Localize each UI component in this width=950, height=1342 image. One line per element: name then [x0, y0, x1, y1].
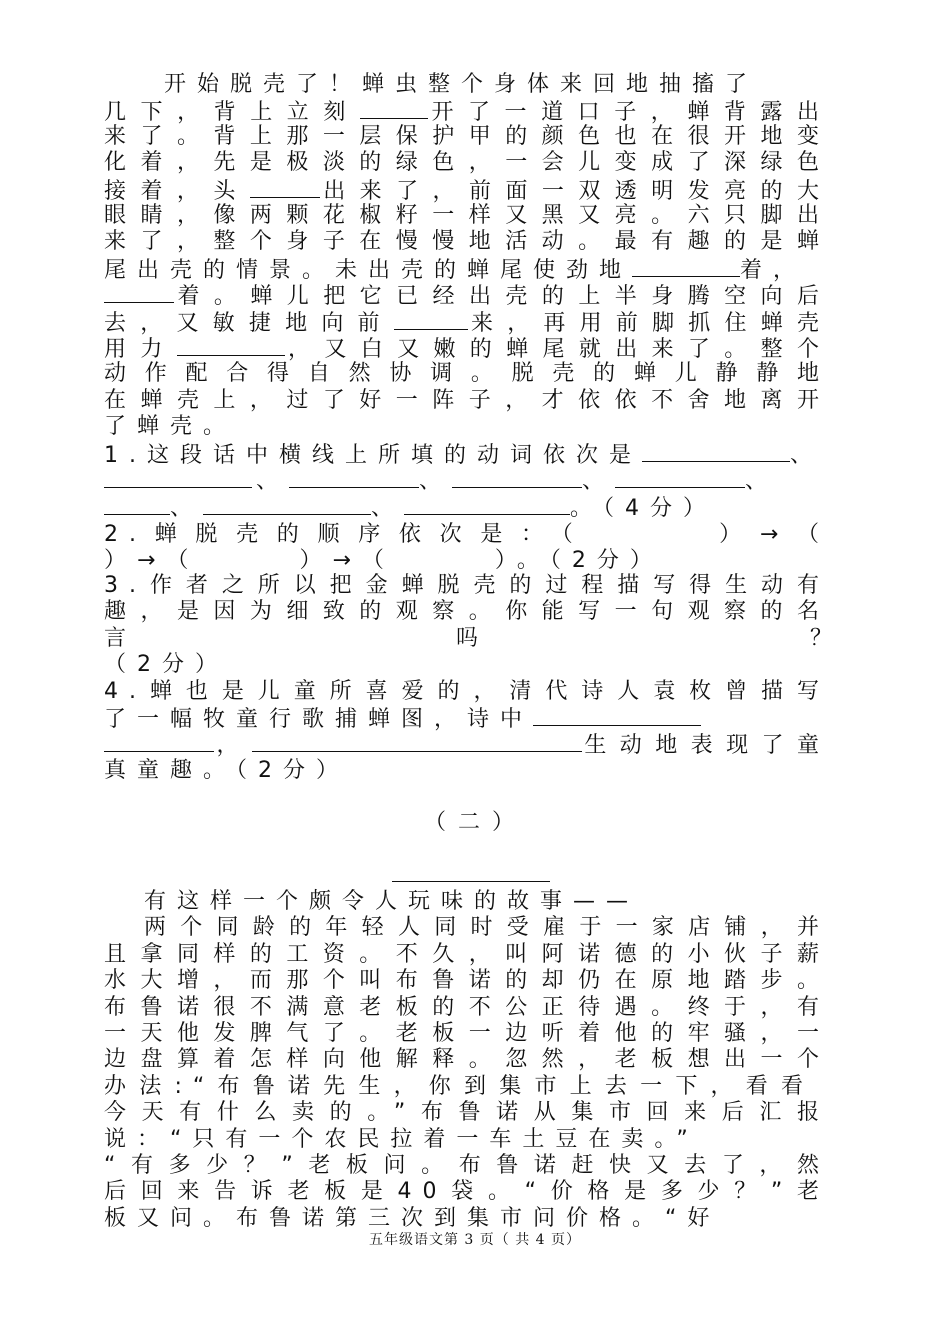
answer-blank[interactable]	[104, 282, 174, 303]
story-line: “有多少？”老板问。布鲁诺赶快又去了，然	[104, 1153, 830, 1178]
passage-line: 眼睛，像两颗花椒籽一样又黑又亮。六只脚出	[104, 203, 830, 228]
text: ，	[214, 733, 252, 758]
passage-line: 来了。背上那一层保护甲的颜色也在很开地变	[104, 124, 830, 149]
answer-blank[interactable]	[252, 731, 582, 752]
question-2	[104, 521, 830, 548]
question-text: 1.这段话中横线上所填的动词依次是	[104, 443, 642, 468]
text: 着。蝉儿把它已经出壳的上半身腾空向后	[174, 284, 830, 309]
question-4: 4.蝉也是儿童所喜爱的，清代诗人袁枚曾描写	[104, 679, 830, 704]
story-line: 今天有什么卖的。”布鲁诺从集市回来后汇报	[104, 1100, 830, 1125]
story-line: 边盘算着怎样向他解释。忽然，老板想出一个	[104, 1047, 830, 1072]
question-1	[104, 441, 864, 469]
passage-line	[104, 256, 852, 284]
text: 来，再用前脚抓住蝉壳	[467, 311, 830, 336]
text: 、	[582, 469, 616, 494]
answer-blank[interactable]	[360, 98, 428, 119]
story-line: 板又问。布鲁诺第三次到集市问价格。“好	[104, 1206, 721, 1231]
story-line: 办法:“布鲁诺先生，你到集市上去一下，看看	[104, 1074, 814, 1099]
text: 着，	[740, 258, 807, 283]
passage-line: 在蝉壳上，过了好一阵子，才依依不舍地离开	[104, 388, 830, 413]
answer-blank[interactable]	[203, 494, 371, 515]
text: 、	[790, 443, 824, 468]
text: 吗	[456, 626, 490, 651]
text: 言	[104, 626, 138, 651]
text: ）→（	[104, 548, 200, 573]
text: 出来了，前面一双透明发亮的大	[319, 179, 830, 204]
text: 开了一道口子，蝉背露出	[427, 100, 830, 125]
story-line: 两个同龄的年轻人同时受雇于一家店铺，并	[144, 915, 830, 940]
passage-line: 来了，整个身子在慢慢地活动。最有趣的是蝉	[104, 229, 830, 254]
score-text: （2分）	[104, 652, 228, 677]
answer-blank[interactable]	[250, 177, 320, 198]
answer-blank[interactable]	[452, 467, 582, 488]
page-footer: 五年级语文第 3 页（ 共 4 页）	[368, 1232, 582, 1248]
text: ）→（	[711, 522, 830, 547]
question-3: 3.作者之所以把金蝉脱壳的过程描写得生动有	[104, 573, 830, 598]
score-text: 真童趣。（2分）	[104, 758, 349, 783]
answer-blank[interactable]	[104, 731, 214, 752]
answer-blank[interactable]	[615, 467, 745, 488]
text: 、	[419, 469, 453, 494]
text: ）→（	[299, 548, 395, 573]
passage-line: 了蝉壳。	[104, 414, 237, 439]
question-3: 趣，是因为细致的观察。你能写一句观察的名	[104, 599, 830, 624]
answer-blank[interactable]	[289, 467, 419, 488]
answer-blank[interactable]	[177, 335, 285, 356]
question-text: 了一幅牧童行歌捕蝉图，诗中	[104, 707, 534, 732]
passage-line	[164, 72, 830, 98]
text: 开始脱壳了！蝉虫整个身体来回地抽搐了	[164, 72, 759, 97]
question-1-blanks	[104, 494, 830, 522]
answer-blank[interactable]	[394, 309, 468, 330]
text: 尾出壳的情景。未出壳的蝉尾使劲地	[104, 258, 633, 283]
title-blank-line	[392, 881, 550, 882]
answer-blank[interactable]	[404, 494, 570, 515]
text: 接着，头	[104, 179, 250, 204]
section-heading: （二）	[423, 810, 526, 835]
text: 几下，背上立刻	[104, 100, 360, 125]
answer-blank[interactable]	[104, 494, 170, 515]
passage-line	[104, 335, 830, 363]
answer-blank[interactable]	[642, 441, 790, 462]
passage-line	[104, 177, 830, 205]
passage-line	[104, 98, 830, 126]
text: 、	[170, 496, 204, 521]
question-3-line	[104, 626, 844, 652]
passage-line	[104, 282, 830, 310]
question-4-line	[104, 731, 830, 759]
answer-slot[interactable]	[199, 547, 299, 567]
answer-blank[interactable]	[632, 256, 740, 277]
text: 去，又敏捷地向前	[104, 311, 394, 336]
text: ，又白又嫩的蝉尾就出来了。整个	[284, 337, 830, 362]
text: ？	[810, 626, 844, 651]
score-text: 。（4分）	[570, 496, 717, 521]
question-1-blanks	[104, 467, 864, 495]
question-2-cont	[104, 547, 830, 574]
passage-line: 动作配合得自然协调。脱壳的蝉儿静静地	[104, 361, 830, 386]
passage-line: 化着，先是极淡的绿色，一会儿变成了深绿色	[104, 150, 830, 175]
text: 生动地表现了童	[581, 733, 830, 758]
story-line: 水大增，而那个叫布鲁诺的却仍在原地踏步。	[104, 968, 830, 993]
story-line: 一天他发脾气了。老板一边听着他的牢骚，一	[104, 1021, 830, 1046]
answer-blank[interactable]	[104, 467, 252, 488]
answer-slot[interactable]	[591, 521, 711, 541]
answer-blank[interactable]	[533, 705, 701, 726]
story-line: 且拿同样的工资。不久，叫阿诺德的小伙子薪	[104, 942, 830, 967]
text: 用力	[104, 337, 177, 362]
question-4-line	[104, 705, 830, 733]
text: 、	[745, 469, 779, 494]
answer-slot[interactable]	[395, 547, 495, 567]
text: 、	[256, 469, 290, 494]
score-text: ）。（2分）	[494, 548, 663, 573]
story-line: 说：“只有一个农民拉着一车土豆在卖。”	[104, 1127, 699, 1152]
passage-line	[104, 309, 830, 337]
story-line: 有这样一个颇令人玩味的故事——	[144, 889, 640, 914]
story-line: 后回来告诉老板是40袋。“价格是多少？”老	[104, 1179, 830, 1204]
story-line: 布鲁诺很不满意老板的不公正待遇。终于，有	[104, 995, 830, 1020]
question-text: 2.蝉脱壳的顺序依次是：（	[104, 522, 592, 547]
text: 、	[371, 496, 405, 521]
